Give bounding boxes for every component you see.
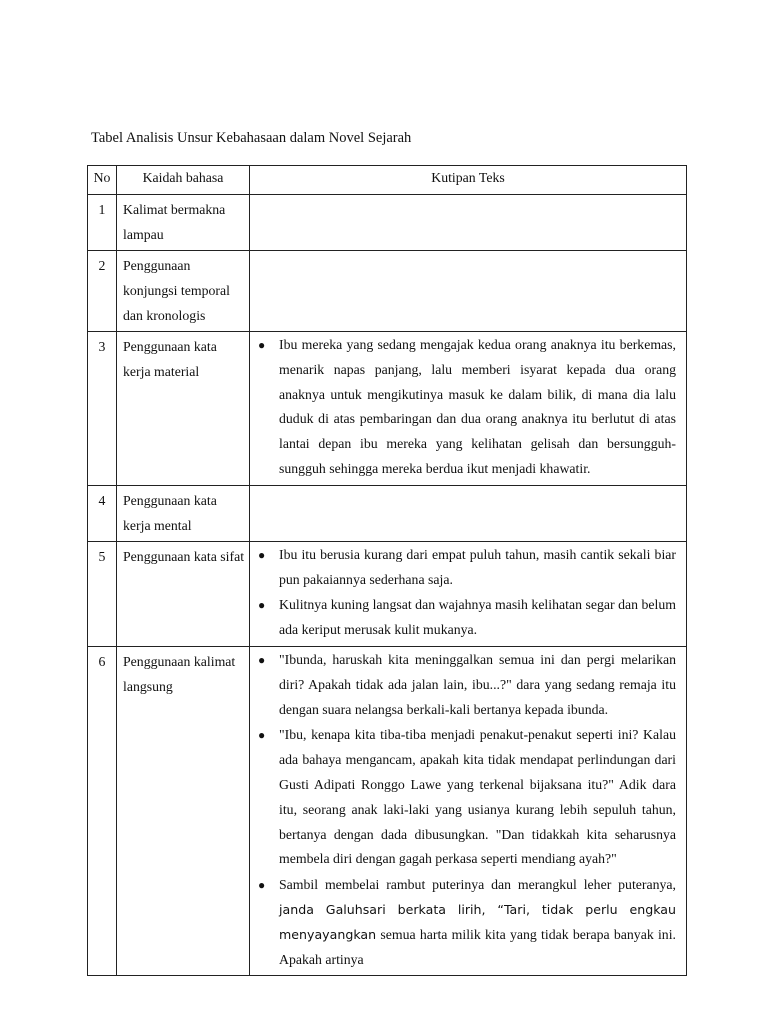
quote-text: "Ibunda, haruskah kita meninggalkan semua ini dan pergi melarikan diri? Apakah tidak ada jalan lain, ibu...?" dara yang sedang remaja itu dengan suara nelangsa berkali-kali bertanya kepada ibunda. (279, 651, 676, 717)
header-no: No (88, 166, 117, 195)
row-kutipan (250, 195, 687, 251)
analysis-table (87, 165, 687, 976)
row-kaidah: Penggunaan konjungsi temporal dan kronologis (117, 251, 250, 332)
table-row (88, 541, 687, 646)
row-number: 6 (88, 646, 117, 975)
row-kutipan (250, 332, 687, 486)
table-row (88, 646, 687, 975)
row-kutipan (250, 251, 687, 332)
bullet-icon: ● (258, 728, 266, 743)
row-kaidah: Penggunaan kalimat langsung (117, 646, 250, 975)
row-number: 5 (88, 541, 117, 646)
row-number: 4 (88, 485, 117, 541)
bullet-icon: ● (258, 598, 266, 613)
quote-item (256, 543, 676, 593)
row-number: 1 (88, 195, 117, 251)
page-title: Tabel Analisis Unsur Kebahasaan dalam Novel Sejarah (91, 130, 412, 146)
quote-text: Ibu itu berusia kurang dari empat puluh tahun, masih cantik sekali biar pun pakaiannya sederhana saja. (279, 546, 676, 587)
quote-text: "Ibu, kenapa kita tiba-tiba menjadi penakut-penakut seperti ini? Kalau ada bahaya mengancam, apakah kita tidak mendapat perlindungan dari Gusti Adipati Ronggo Lawe yang terkenal bijaksana itu?" Adik dara itu, seorang anak laki-laki yang usianya kurang lebih sepuluh tahun, bertanya dengan dada dibusungkan. "Dan tidakkah kita seharusnya membela diri dengan gagah perkasa seperti mendiang ayah?" (279, 727, 676, 867)
quote-item (256, 333, 676, 482)
quote-text: semua harta milik kita yang tidak berapa banyak ini. Apakah artinya (279, 926, 676, 967)
table-row (88, 195, 687, 251)
quote-item (256, 723, 676, 872)
row-kaidah: Penggunaan kata kerja material (117, 332, 250, 486)
quote-item (256, 873, 676, 972)
table-row (88, 251, 687, 332)
quote-text: Kulitnya kuning langsat dan wajahnya masih kelihatan segar dan belum ada keriput merusak kulit mukanya. (279, 597, 676, 638)
bullet-icon: ● (258, 338, 266, 352)
quote-item (256, 648, 676, 722)
header-kaidah-bahasa: Kaidah bahasa (117, 166, 250, 195)
row-number: 2 (88, 251, 117, 332)
quote-item (256, 593, 676, 643)
table-header-row (88, 166, 687, 195)
bullet-icon: ● (258, 547, 266, 562)
row-kaidah: Penggunaan kata sifat (117, 541, 250, 646)
table-row (88, 332, 687, 486)
row-number: 3 (88, 332, 117, 486)
bullet-icon: ● (258, 878, 266, 893)
row-kutipan (250, 485, 687, 541)
quote-text: Sambil membelai rambut puterinya dan merangkul leher puteranya, (279, 877, 676, 893)
table-row (88, 485, 687, 541)
row-kaidah: Penggunaan kata kerja mental (117, 485, 250, 541)
header-kutipan-teks: Kutipan Teks (250, 166, 687, 195)
row-kaidah: Kalimat bermakna lampau (117, 195, 250, 251)
quote-text: Ibu mereka yang sedang mengajak kedua orang anaknya itu berkemas, menarik napas panjang, lalu memberi isyarat kepada dua orang anaknya untuk mengikutinya masuk ke dalam bilik, di mana dia lalu duduk di atas pembaringan dan dua orang anaknya itu berlutut di atas lantai depan ibu mereka yang kelihatan gelisah dan bersungguh-sungguh sehingga mereka berdua ikut menjadi khawatir. (279, 337, 676, 476)
bullet-icon: ● (258, 652, 266, 667)
quote-text-handwritten: janda Galuhsari berkata lirih, “Tari, tidak perlu engkau menyayangkan (279, 901, 676, 942)
row-kutipan (250, 646, 687, 975)
row-kutipan (250, 541, 687, 646)
